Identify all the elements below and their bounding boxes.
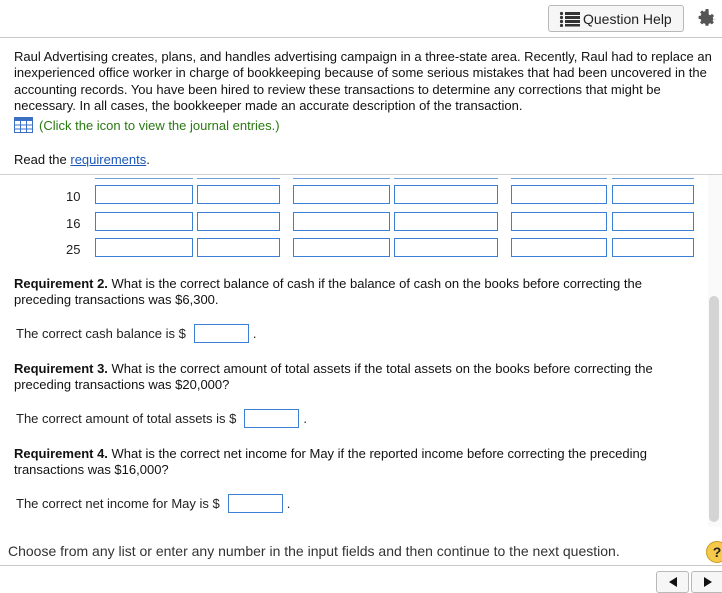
list-icon — [559, 11, 581, 27]
net-income-label: The correct net income for May is $ — [16, 496, 220, 511]
read-requirements — [14, 152, 150, 167]
account-dropdown[interactable] — [293, 212, 390, 231]
account-dropdown[interactable] — [293, 185, 390, 204]
triangle-left-icon — [668, 576, 678, 588]
net-income-answer — [16, 494, 290, 513]
previous-button[interactable] — [656, 571, 689, 593]
amount-input[interactable] — [394, 238, 498, 257]
question-help-button[interactable] — [548, 5, 684, 32]
requirement-2-title: Requirement 2. — [14, 276, 108, 291]
table-icon — [14, 117, 33, 133]
gear-icon[interactable] — [694, 6, 718, 30]
requirement-4-title: Requirement 4. — [14, 446, 108, 461]
requirement-3 — [14, 361, 674, 393]
read-suffix: . — [146, 152, 150, 167]
next-button[interactable] — [691, 571, 722, 593]
requirement-4-text: What is the correct net income for May if the reported income before correcting the preceding transactions was $16,000? — [14, 446, 647, 477]
question-help-label: Question Help — [583, 10, 672, 27]
account-dropdown[interactable] — [511, 238, 607, 257]
requirement-3-title: Requirement 3. — [14, 361, 108, 376]
requirement-4 — [14, 446, 674, 478]
row-label: 16 — [66, 216, 81, 231]
requirement-2 — [14, 276, 674, 308]
cash-balance-label: The correct cash balance is $ — [16, 326, 186, 341]
top-bar — [0, 0, 722, 38]
requirement-2-text: What is the correct balance of cash if the balance of cash on the books before correcting the preceding transactions was $6,300. — [14, 276, 642, 307]
total-assets-input[interactable] — [244, 409, 299, 428]
requirements-link[interactable]: requirements — [70, 152, 147, 167]
help-icon[interactable]: ? — [706, 541, 722, 563]
instructions-text: Choose from any list or enter any number in the input fields and then continue to the next question. — [8, 543, 620, 559]
journal-entries-link[interactable] — [14, 117, 280, 133]
account-dropdown[interactable] — [511, 212, 607, 231]
total-assets-answer — [16, 409, 307, 428]
amount-input[interactable] — [612, 212, 694, 231]
amount-input[interactable] — [394, 185, 498, 204]
read-prefix: Read the — [14, 152, 71, 167]
requirement-3-text: What is the correct amount of total assets if the total assets on the books before correcting the preceding transactions was $20,000? — [14, 361, 653, 392]
cash-balance-input[interactable] — [194, 324, 249, 343]
net-income-input[interactable] — [228, 494, 283, 513]
cash-balance-answer — [16, 324, 256, 343]
top-divider — [0, 37, 722, 38]
answer-scroll-region[interactable] — [0, 174, 722, 527]
row-label: 10 — [66, 189, 81, 204]
total-assets-label: The correct amount of total assets is $ — [16, 411, 237, 426]
amount-input[interactable] — [197, 185, 280, 204]
account-dropdown[interactable] — [95, 238, 193, 257]
scrollbar-thumb[interactable] — [709, 296, 719, 522]
bottom-divider — [0, 565, 722, 566]
problem-statement: Raul Advertising creates, plans, and handles advertising campaign in a three-state area. Recently, Raul had to replace an inexperienced office worker in charge of bookkeeping because of some serious mistakes that had been uncovered in the accounting records. You have been hired to review these transactions to determine any corrections that might be necessary. In all cases, the bookkeeper made an accurate description of the transaction. — [14, 49, 712, 113]
account-dropdown[interactable] — [511, 185, 607, 204]
account-dropdown[interactable] — [95, 185, 193, 204]
amount-input[interactable] — [612, 238, 694, 257]
account-dropdown[interactable] — [293, 238, 390, 257]
cash-balance-suffix: . — [252, 326, 257, 341]
triangle-right-icon — [703, 576, 713, 588]
amount-input[interactable] — [197, 212, 280, 231]
journal-entries-link-text: (Click the icon to view the journal entries.) — [39, 117, 280, 133]
row-label: 25 — [66, 242, 81, 257]
net-income-suffix: . — [286, 496, 291, 511]
amount-input[interactable] — [394, 212, 498, 231]
amount-input[interactable] — [612, 185, 694, 204]
total-assets-suffix: . — [303, 411, 308, 426]
amount-input[interactable] — [197, 238, 280, 257]
account-dropdown[interactable] — [95, 212, 193, 231]
